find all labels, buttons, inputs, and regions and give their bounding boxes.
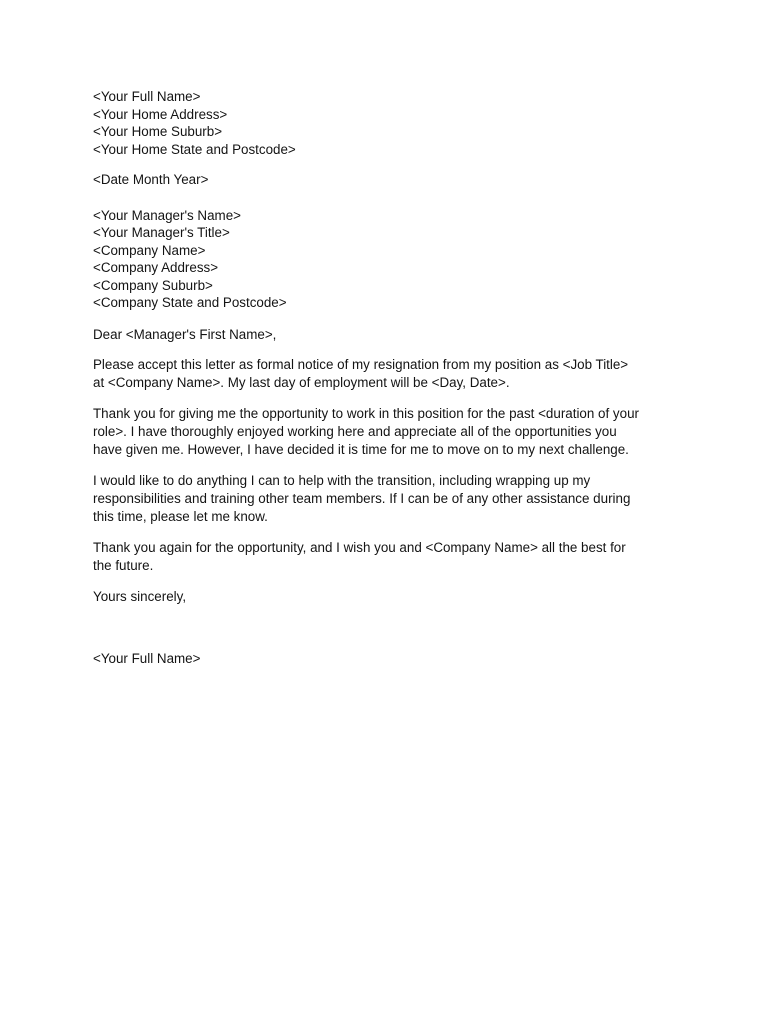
paragraph-line: the future. <box>93 558 154 573</box>
paragraph-line: role>. I have thoroughly enjoyed working here and appreciate all of the opportunities you <box>93 424 617 439</box>
paragraph-line: responsibilities and training other team members. If I can be of any other assistance during <box>93 491 631 506</box>
sender-state-postcode: <Your Home State and Postcode> <box>93 141 296 157</box>
salutation <box>93 326 693 344</box>
sender-address-block <box>93 88 693 158</box>
recipient-company-address: <Company Address> <box>93 260 219 275</box>
salutation-text: Dear <Manager's First Name>, <box>93 326 277 342</box>
closing <box>93 588 693 606</box>
paragraph-line: this time, please let me know. <box>93 509 268 524</box>
body-paragraph-transition <box>93 472 693 526</box>
paragraph-line: Please accept this letter as formal notice of my resignation from my position as <Job Title> <box>93 357 629 372</box>
recipient-address-block <box>93 207 693 312</box>
letter-date: <Date Month Year> <box>93 172 209 187</box>
recipient-manager-title: <Your Manager's Title> <box>93 225 230 240</box>
closing-text: Yours sincerely, <box>93 589 187 604</box>
signature-block <box>93 650 693 668</box>
paragraph-line: at <Company Name>. My last day of employment will be <Day, Date>. <box>93 375 510 390</box>
sender-name: <Your Full Name> <box>93 89 201 104</box>
paragraph-line: Thank you again for the opportunity, and I wish you and <Company Name> all the best for <box>93 540 626 555</box>
paragraph-line: Thank you for giving me the opportunity to work in this position for the past <duration of your <box>93 406 639 421</box>
recipient-company-suburb: <Company Suburb> <box>93 277 213 293</box>
body-paragraph-resignation-notice <box>93 356 693 392</box>
body-paragraph-thanks <box>93 405 693 459</box>
recipient-manager-name: <Your Manager's Name> <box>93 207 241 223</box>
recipient-company-state-postcode: <Company State and Postcode> <box>93 295 287 310</box>
letter-page <box>93 88 693 667</box>
signature-name: <Your Full Name> <box>93 650 201 666</box>
sender-home-suburb: <Your Home Suburb> <box>93 124 223 139</box>
sender-home-address: <Your Home Address> <box>93 106 228 122</box>
body-paragraph-closing-wishes <box>93 539 693 575</box>
paragraph-line: I would like to do anything I can to help with the transition, including wrapping up my <box>93 473 591 488</box>
date-block <box>93 171 693 189</box>
recipient-company-name: <Company Name> <box>93 242 206 258</box>
paragraph-line: have given me. However, I have decided it is time for me to move on to my next challenge. <box>93 442 629 457</box>
